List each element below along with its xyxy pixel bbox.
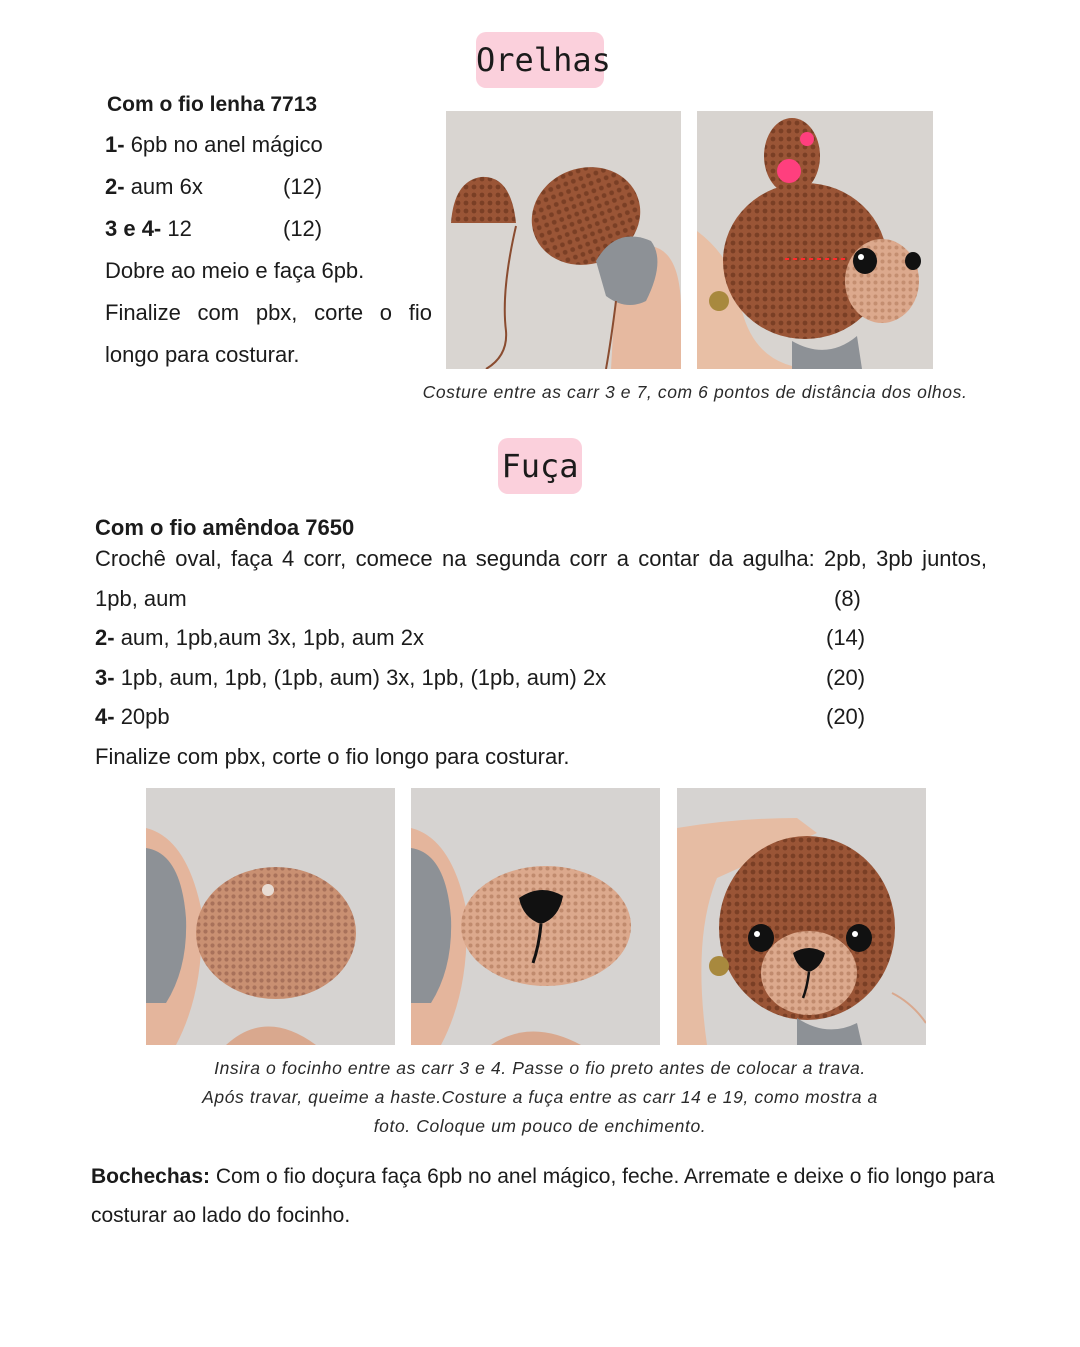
snout-step-2-count: (14) (826, 625, 866, 650)
snout-caption-line-2: Após travar, queime a haste.Costure a fuça entre as carr 14 e 19, como mostra a (202, 1087, 878, 1107)
ears-step-2 (105, 172, 203, 202)
ears-caption: Costure entre as carr 3 e 7, com 6 pontos de distância dos olhos. (422, 382, 968, 402)
snout-photo-plain (146, 788, 395, 1045)
ears-step-3-count: (12) (283, 216, 323, 241)
step-number: 2- (105, 174, 125, 199)
snout-intro-line-1: Crochê oval, faça 4 corr, comece na segunda corr a contar da agulha: 2pb, 3pb juntos, (95, 546, 987, 571)
snout-yarn-label: Com o fio amêndoa 7650 (95, 515, 355, 540)
ears-fold-instruction: Dobre ao meio e faça 6pb. (105, 258, 365, 283)
ears-step-2-count: (12) (283, 174, 323, 199)
step-number: 3- (95, 665, 115, 690)
step-number: 4- (95, 704, 115, 729)
ears-finish-line-2: longo para costurar. (105, 342, 300, 367)
snout-step-3 (95, 663, 606, 693)
cheeks-line-2: costurar ao lado do focinho. (91, 1204, 351, 1227)
step-number: 3 e 4- (105, 216, 162, 241)
step-number: 2- (95, 625, 115, 650)
step-text: 6pb no anel mágico (130, 132, 323, 157)
snout-intro-count: (8) (834, 586, 861, 611)
snout-step-4-count: (20) (826, 704, 866, 729)
ears-step-1 (105, 130, 323, 160)
cheeks-text: Com o fio doçura faça 6pb no anel mágico, feche. Arremate e deixe o fio longo para (210, 1165, 995, 1188)
snout-photo-with-nose (411, 788, 660, 1045)
step-text: 12 (167, 216, 192, 241)
snout-finish: Finalize com pbx, corte o fio longo para costurar. (95, 744, 570, 769)
ears-photo-pieces (446, 111, 681, 369)
ears-finish-line-1: Finalize com pbx, corte o fio (105, 300, 432, 325)
snout-caption-line-1: Insira o focinho entre as carr 3 e 4. Passe o fio preto antes de colocar a trava. (214, 1058, 866, 1078)
cheeks-label: Bochechas: (91, 1165, 211, 1188)
snout-step-4 (95, 702, 170, 732)
snout-step-3-count: (20) (826, 665, 866, 690)
step-text: aum 6x (130, 174, 203, 199)
ears-yarn-label: Com o fio lenha 7713 (107, 93, 318, 116)
snout-photo-head (677, 788, 926, 1045)
step-text: 1pb, aum, 1pb, (1pb, aum) 3x, 1pb, (1pb, aum) 2x (120, 665, 607, 690)
snout-step-2 (95, 623, 424, 653)
section-title-orelhas: Orelhas (476, 32, 604, 88)
ears-photo-head (697, 111, 933, 369)
step-number: 1- (105, 132, 125, 157)
snout-caption-line-3: foto. Coloque um pouco de enchimento. (373, 1116, 707, 1136)
step-text: aum, 1pb,aum 3x, 1pb, aum 2x (120, 625, 424, 650)
cheeks-line-1 (91, 1162, 995, 1192)
ears-step-3 (105, 214, 192, 244)
step-text: 20pb (120, 704, 170, 729)
snout-intro-line-2: 1pb, aum (95, 586, 187, 611)
section-title-fuca: Fuça (498, 438, 582, 494)
